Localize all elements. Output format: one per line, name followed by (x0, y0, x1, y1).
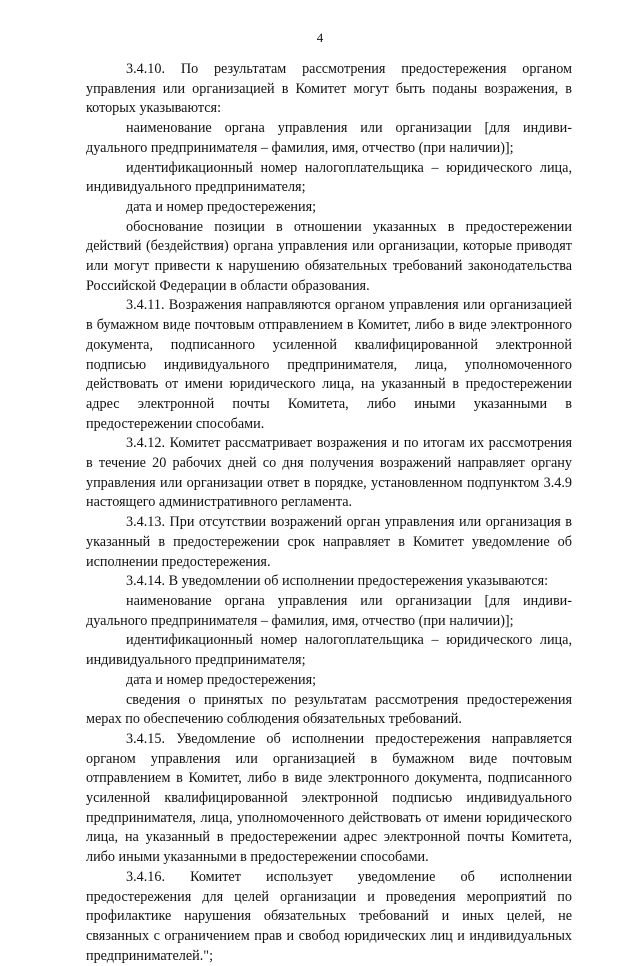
paragraph-3-4-11: 3.4.11. Возражения направляются органом управления или организацией в бумажном виде почтовым отправлением в Комитет, либо в виде электронного документа, подписанного усиленной квалифицированной электронной подписью индивидуального предпринимателя, лица, уполномоченного действовать от имени юридического лица, на указанный в предостережении адрес электронной почты Комитета, либо иными указанными в предостережении способами. (86, 297, 572, 432)
paragraph-3-4-10: 3.4.10. По результатам рассмотрения предостережения органом управления или организацией в Комитет могут быть поданы возражения, в которых указываются: (86, 61, 572, 117)
list-item-compliance-measures: сведения о принятых по результатам рассмотрения предостережения мерах по обеспечению соблюдения обязательных требований. (86, 691, 572, 728)
paragraph-3-4-13: 3.4.13. При отсутствии возражений орган управления или организация в указанный в предостережении срок направляет в Комитет уведомление об исполнении предостережения. (86, 514, 572, 570)
list-item-warning-date-number: дата и номер предостережения; (126, 198, 317, 215)
paragraph-3-4-15: 3.4.15. Уведомление об исполнении предостережения направляется органом управления или организацией в бумажном виде почтовым отправлением в Комитет, либо в виде электронного документа, подписанного усиленной квалифицированной электронной подписью индивидуального предпринимателя, лица, уполномоченного действовать от имени юридического лица, на указанный в предостережении адрес электронной почты Комитета, либо иными указанными в предостережении способами. (86, 730, 572, 866)
paragraph-3-4-16: 3.4.16. Комитет использует уведомление об исполнении предостережения для целей организации и проведения мероприятий по профилактике нарушения обязательных требований и иных целей, не связанных с ограничением прав и свобод юридических лиц и индивидуальных предпринимателей."; (86, 868, 572, 964)
page-number: 4 (316, 30, 324, 45)
list-item-organization-name: наименование органа управления или организации [для индивидуального предпринимателя – фамилия, имя, отчество (при наличии)]; (86, 592, 572, 629)
paragraph-3-4-12: 3.4.12. Комитет рассматривает возражения и по итогам их рассмотрения в течение 20 рабочих дней со дня получения возражений направляет органу управления или организации ответ в порядке, установленном подпунктом 3.4.9 настоящего административного регламента. (86, 435, 572, 511)
document-body (86, 60, 572, 966)
paragraph-3-4-14: 3.4.14. В уведомлении об исполнении предостережения указываются: (126, 573, 549, 590)
list-item-warning-date-number: дата и номер предостережения; (126, 671, 317, 688)
list-item-taxpayer-id: идентификационный номер налогоплательщика – юридического лица, индивидуального предпринимателя; (86, 159, 572, 196)
list-item-position-justification: обоснование позиции в отношении указанных в предостережении действий (бездействия) органа управления или организации, которые приводят или могут привести к нарушению обязательных требований законодательства Российской Федерации в области образования. (86, 218, 572, 294)
list-item-taxpayer-id: идентификационный номер налогоплательщика – юридического лица, индивидуального предпринимателя; (86, 632, 572, 669)
list-item-organization-name: наименование органа управления или организации [для индивидуального предпринимателя – фамилия, имя, отчество (при наличии)]; (86, 120, 572, 156)
